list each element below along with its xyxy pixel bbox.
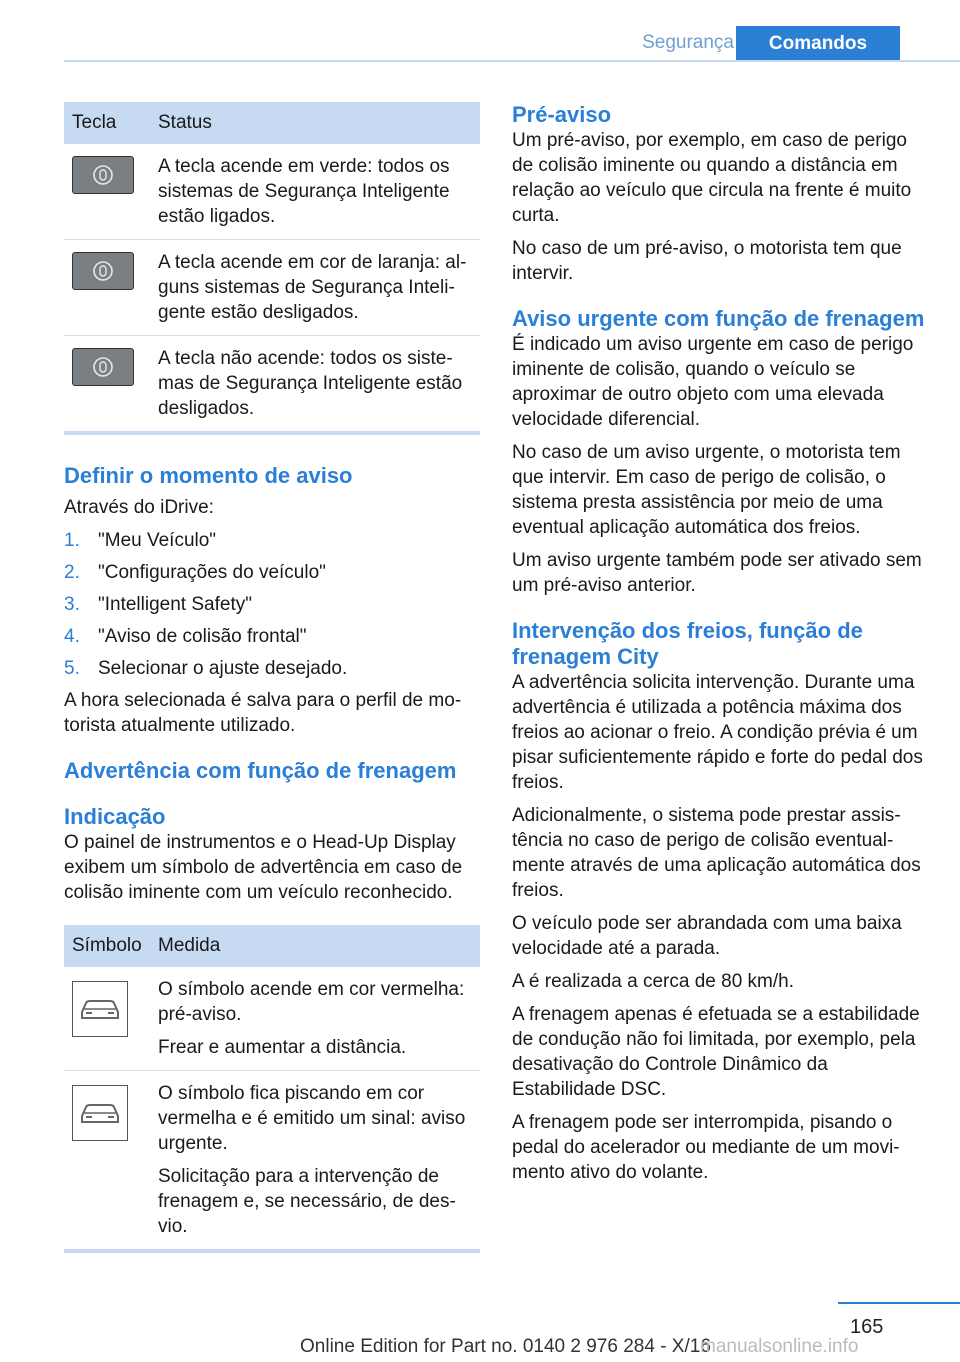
warning-moment-intro: Através do iDrive:: [64, 497, 214, 518]
table-end-rule: [64, 1249, 480, 1253]
page-header: [0, 0, 960, 62]
col-header-measure: Medida: [150, 925, 480, 967]
list-item: 5. Selecionar o ajuste desejado.: [64, 658, 348, 679]
idrive-steps: [64, 528, 480, 681]
button-icon: [72, 252, 134, 290]
heading-urgent-warning: Aviso urgente com função de frenagem: [512, 306, 925, 331]
list-item: 3. "Intelligent Safety": [64, 594, 252, 615]
list-item: 1. "Meu Veículo": [64, 530, 217, 551]
car-warning-icon: [72, 981, 128, 1037]
urgent-p3: Um aviso urgente também pode ser ativado sem um pré-aviso anterior.: [512, 550, 922, 596]
urgent-p2: No caso de um aviso urgente, o motorista tem que intervir. Em caso de perigo de colisão, o sistema presta assistência por meio de uma eventual aplicação automática dos freios.: [512, 442, 901, 538]
col-header-status: Status: [150, 102, 480, 144]
list-item: 2. "Configurações do veículo": [64, 562, 326, 583]
table-row: [64, 240, 480, 336]
key-status-table: [64, 102, 480, 431]
edition-note: Online Edition for Part no. 0140 2 976 284 - X/16: [300, 1336, 711, 1357]
status-text: A tecla não acende: todos os sistemas de Segurança Inteligente estão desligados.: [158, 348, 463, 419]
table-row: [64, 336, 480, 432]
city-p4: A é realizada a cerca de 80 km/h.: [512, 971, 794, 992]
indication-text: O painel de instrumentos e o Head-Up Display exibem um símbolo de advertência em caso de colisão iminente com um veículo reconhecido.: [64, 832, 463, 903]
measure-text: O símbolo fica piscando em cor vermelha e é emitido um sinal: aviso urgente.: [158, 1083, 466, 1154]
status-text: A tecla acende em verde: todos os sistemas de Segurança Inteligente estão ligados.: [150, 144, 480, 240]
table-row: [64, 1071, 480, 1250]
heading-indication: Indicação: [64, 804, 166, 829]
car-warning-icon: [72, 1085, 128, 1141]
city-p1: A advertência solicita intervenção. Durante uma advertência é utilizada a potência máxima dos freios ao acionar o freio. A condição prévia é um pisar suficientemente rápido e forte do pedal dos freios.: [512, 672, 923, 793]
city-p6: A frenagem pode ser interrompida, pisando o pedal do acelerador ou mediante de um movimento ativo do volante.: [512, 1112, 900, 1183]
warning-moment-note: A hora selecionada é salva para o perfil de motorista atualmente utilizado.: [64, 690, 462, 736]
table-row: [64, 144, 480, 240]
city-p5: A frenagem apenas é efetuada se a estabilidade de condução não foi limitada, por exemplo, pela desativação do Controle Dinâmico da Estabilidade DSC.: [512, 1004, 920, 1100]
table-row: [64, 967, 480, 1071]
city-p2: Adicionalmente, o sistema pode prestar assistência no caso de perigo de colisão eventualmente através de uma aplicação automática dos freios.: [512, 805, 921, 901]
prewarning-p2: No caso de um pré-aviso, o motorista tem que intervir.: [512, 238, 902, 284]
urgent-p1: É indicado um aviso urgente em caso de perigo iminente de colisão, quando o veículo se aproximar de outro objeto com uma elevada velocidade diferencial.: [512, 334, 914, 430]
button-icon: [72, 156, 134, 194]
heading-braking-warning: Advertência com função de frenagem: [64, 758, 457, 783]
measure-text: Solicitação para a intervenção de frenagem e, se necessário, de desvio.: [158, 1166, 456, 1237]
left-column: [64, 102, 480, 1253]
header-rule: [64, 60, 960, 62]
symbol-measure-table: [64, 925, 480, 1249]
heading-prewarning: Pré-aviso: [512, 102, 612, 127]
page-number: 165: [850, 1316, 884, 1338]
heading-city-braking: Intervenção dos freios, função de frenagem City: [512, 618, 863, 669]
chapter-tab[interactable]: Comandos: [736, 26, 900, 62]
right-column: [512, 102, 928, 1185]
col-header-key: Tecla: [64, 102, 150, 144]
section-tab[interactable]: Segurança: [642, 32, 734, 53]
col-header-symbol: Símbolo: [64, 925, 150, 967]
measure-text: O símbolo acende em cor vermelha: pré-aviso.: [158, 979, 465, 1025]
status-text: A tecla acende em cor de laranja: alguns sistemas de Segurança Inteligente estão desligados.: [150, 240, 480, 336]
footer-rule: [838, 1302, 960, 1304]
list-item: 4. "Aviso de colisão frontal": [64, 626, 307, 647]
city-p3: O veículo pode ser abrandada com uma baixa velocidade até a parada.: [512, 913, 902, 959]
measure-text: Frear e aumentar a distância.: [158, 1037, 407, 1058]
prewarning-p1: Um pré-aviso, por exemplo, em caso de perigo de colisão iminente ou quando a distância em relação ao veículo que circula na frente é muito curta.: [512, 130, 912, 226]
button-icon: [72, 348, 134, 386]
watermark: manualsonline.info: [700, 1336, 859, 1357]
heading-warning-moment: Definir o momento de aviso: [64, 463, 353, 488]
